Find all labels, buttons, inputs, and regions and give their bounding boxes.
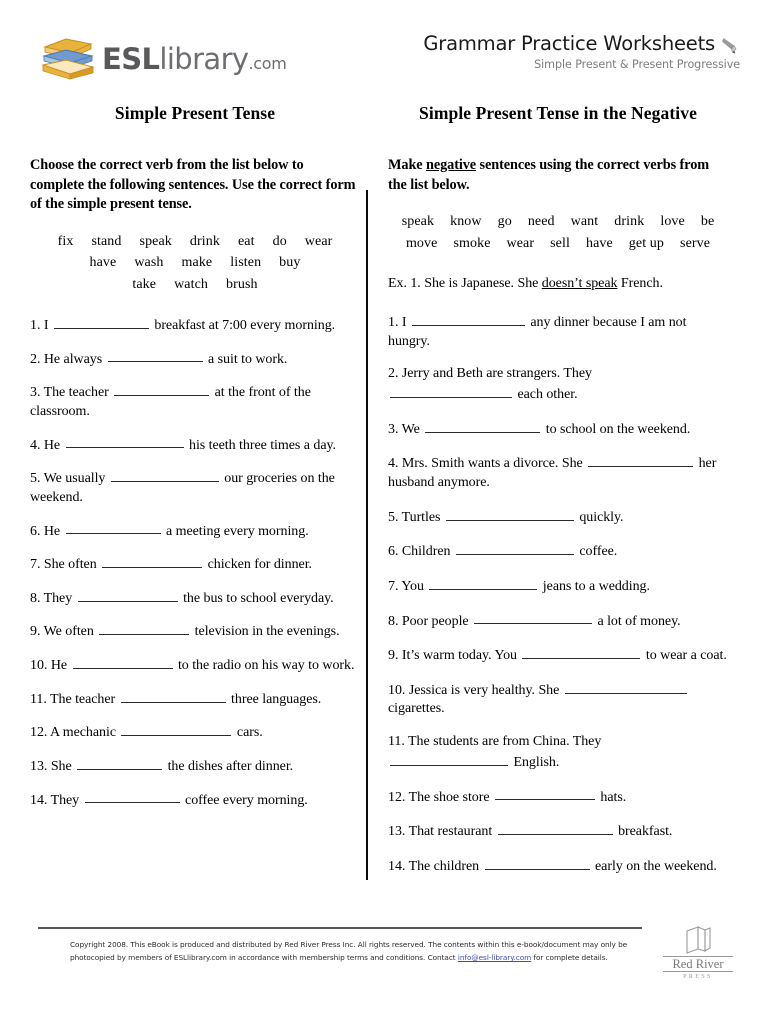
word-bank-item: drink [189,234,220,250]
question-number: 5. [30,471,44,487]
question-item [30,621,360,642]
word-bank-item: stand [91,234,122,250]
example-answer: doesn’t speak [541,275,618,291]
question-number: 2. [30,351,44,367]
question-text-after: any dinner because I am not hungry. [388,314,687,349]
answer-blank[interactable] [102,554,202,568]
word-bank-item: be [700,214,715,230]
question-item [30,756,360,777]
question-item [388,645,728,666]
question-item [30,790,360,811]
question-number: 11. [388,734,409,750]
question-item [388,541,728,562]
example-sentence [388,276,728,292]
stacked-books-icon [40,34,96,80]
question-text-after: to school on the weekend. [542,421,691,437]
question-text-before: It’s warm today. You [401,648,521,664]
question-item [30,722,360,743]
footer-divider [38,927,642,929]
word-bank-item: speak [401,214,435,230]
question-text-after: cars. [233,725,263,741]
word-bank-item: smoke [453,235,491,251]
question-number: 12. [30,725,51,741]
question-text-before: We often [43,624,98,640]
question-text-before: The students are from China. They [408,734,602,750]
question-number: 14. [30,792,51,808]
question-item [388,576,728,597]
question-text-before: They [43,590,76,606]
question-text-after: early on the weekend. [591,858,717,874]
right-instructions-post: sentences using the correct verbs from the list below. [388,157,710,193]
question-text-before: He always [43,351,106,367]
question-text-before: She [50,758,76,774]
right-instructions [388,156,728,195]
copyright-line-2: photocopied by members of ESLlibrary.com in accordance with membership terms and conditions. Contact [70,953,458,963]
answer-blank[interactable] [121,722,231,736]
answer-blank[interactable] [412,312,525,326]
question-text-before: He [43,523,64,539]
question-text-before: Jessica is very healthy. She [408,682,563,698]
answer-blank[interactable] [498,821,613,835]
word-bank-item: make [181,255,213,271]
question-text-after: a suit to work. [204,351,288,367]
question-item [388,680,728,719]
question-number: 6. [30,523,44,539]
question-number: 13. [30,758,51,774]
question-number: 10. [30,657,51,673]
question-text-after: a lot of money. [594,613,681,629]
answer-blank[interactable] [54,315,149,329]
brand-wordmark [102,41,287,76]
esl-library-logo[interactable] [40,34,287,80]
question-text-before: I [43,317,52,333]
word-bank-item: drink [614,214,645,230]
question-text-before: Children [401,544,454,560]
word-bank-item: need [527,214,555,230]
question-item [30,435,360,456]
word-bank-item: love [660,214,685,230]
word-bank-item: serve [680,235,711,251]
answer-blank[interactable] [390,752,508,766]
answer-blank[interactable] [522,645,640,659]
question-text-before: We usually [43,471,109,487]
word-bank-item: listen [230,255,262,271]
left-word-bank [30,231,360,295]
word-bank-item: know [450,214,482,230]
word-bank-row [388,233,728,254]
question-text-after: to the radio on his way to work. [174,657,355,673]
question-text-after: chicken for dinner. [204,557,312,573]
question-number: 9. [30,624,44,640]
word-bank-item: sell [550,235,570,251]
question-text-before: Jerry and Beth are strangers. They [401,366,592,382]
question-text-after: English. [510,754,560,770]
question-item [388,787,728,808]
publisher-name: Red River [663,956,733,972]
question-text-after: hats. [596,789,627,805]
word-bank-item: wear [506,235,535,251]
open-book-icon [681,925,715,955]
question-text-before: She often [43,557,101,573]
word-bank-item: watch [174,276,209,292]
answer-blank[interactable] [485,856,590,870]
question-number: 4. [388,456,402,472]
question-item [388,312,728,351]
question-text-after: at the front of the classroom. [30,385,311,419]
question-number: 5. [388,509,402,525]
answer-blank[interactable] [77,756,162,770]
question-text-before: Poor people [401,613,473,629]
question-item [30,468,360,507]
question-text-before: A mechanic [50,725,120,741]
worksheet-subtitle: Simple Present & Present Progressive [534,58,740,71]
question-number: 12. [388,789,409,805]
copyright-line-2-end: for complete details. [531,953,608,963]
question-item [30,315,360,336]
pencil-icon [720,36,740,56]
question-text-before: The children [408,858,483,874]
question-number: 1. [388,314,402,330]
question-item [30,588,360,609]
question-number: 14. [388,858,409,874]
column-divider [366,190,368,880]
answer-blank[interactable] [114,382,209,396]
word-bank-item: take [132,276,157,292]
word-bank-item: want [570,214,599,230]
copyright-notice [70,938,640,965]
question-text-before: Mrs. Smith wants a divorce. She [401,456,587,472]
word-bank-item: eat [237,234,255,250]
answer-blank[interactable] [446,507,574,521]
word-bank-row [30,252,360,273]
answer-blank[interactable] [495,787,595,801]
brand-name-bold: ESL [102,41,160,76]
question-number: 2. [388,366,402,382]
question-number: 3. [388,421,402,437]
question-text-after: coffee every morning. [181,792,308,808]
question-number: 9. [388,648,402,664]
question-text-after: the dishes after dinner. [164,758,294,774]
example-label: Ex. 1. [388,275,421,291]
word-bank-item: do [272,234,287,250]
red-river-press-logo [663,925,733,980]
question-text-before: You [401,578,428,594]
question-text-before: We [401,421,424,437]
answer-blank[interactable] [108,349,203,363]
question-text-after: breakfast. [614,824,673,840]
question-number: 1. [30,317,44,333]
answer-blank[interactable] [474,611,592,625]
question-text-before: That restaurant [408,824,496,840]
question-number: 6. [388,544,402,560]
answer-blank[interactable] [390,384,512,398]
question-text-after: a meeting every morning. [162,523,309,539]
question-text-after: cigarettes. [388,701,445,717]
question-text-after: three languages. [227,691,322,707]
word-bank-item: speak [139,234,172,250]
question-number: 11. [30,691,51,707]
answer-blank[interactable] [121,689,226,703]
example-post: French. [617,275,663,291]
question-number: 3. [30,385,44,401]
question-text-after: each other. [514,386,578,402]
question-item [30,349,360,370]
question-item [388,419,728,440]
answer-blank[interactable] [99,621,189,635]
worksheet-header [423,32,740,71]
word-bank-item: have [89,255,117,271]
question-text-before: Turtles [401,509,444,525]
word-bank-item: move [405,235,438,251]
right-question-list [388,312,728,877]
word-bank-item: have [585,235,613,251]
left-section-title: Simple Present Tense [114,103,276,123]
word-bank-row [388,211,728,232]
word-bank-item: wash [134,255,164,271]
answer-blank[interactable] [456,541,574,555]
right-word-bank [388,211,728,254]
left-question-list [30,315,360,810]
question-item [388,507,728,528]
question-item [30,554,360,575]
question-item [30,382,360,421]
answer-blank[interactable] [565,680,687,694]
left-instructions: Choose the correct verb from the list below to complete the following sentences. Use the correct form of the simple present tense. [30,157,356,213]
answer-blank[interactable] [111,468,219,482]
question-item [30,655,360,676]
question-text-before: He [43,437,64,453]
answer-blank[interactable] [73,655,173,669]
question-number: 7. [388,578,402,594]
answer-blank[interactable] [85,790,180,804]
question-text-after: quickly. [575,509,624,525]
example-pre: She is Japanese. She [420,275,542,291]
left-column [30,103,360,823]
question-text-after: the bus to school everyday. [179,590,334,606]
question-item [388,365,728,404]
question-text-before: He [50,657,71,673]
word-bank-item: buy [279,255,301,271]
answer-blank[interactable] [425,419,540,433]
question-item [30,689,360,710]
right-column [388,103,728,890]
question-text-after: television in the evenings. [191,624,340,640]
question-text-before: I [401,314,410,330]
right-section-title: Simple Present Tense in the Negative [419,103,697,123]
question-number: 4. [30,437,44,453]
answer-blank[interactable] [66,435,184,449]
question-number: 8. [30,590,44,606]
question-item [388,453,728,492]
question-text-after: our groceries on the weekend. [30,471,335,505]
question-text-after: his teeth three times a day. [185,437,336,453]
question-item [388,821,728,842]
question-number: 7. [30,557,44,573]
word-bank-item: get up [628,235,665,251]
question-item [388,611,728,632]
contact-email-link[interactable]: info@esl-library.com [457,953,532,963]
answer-blank[interactable] [78,588,178,602]
question-number: 8. [388,613,402,629]
question-text-after: her husband anymore. [388,456,717,490]
question-text-after: jeans to a wedding. [539,578,650,594]
copyright-line-1: Copyright 2008. This eBook is produced and distributed by Red River Press Inc. All rights reserved. The contents within this e-book/document may only be [70,940,628,949]
right-instructions-pre: Make [388,157,427,173]
question-number: 10. [388,682,409,698]
word-bank-item: go [497,214,512,230]
question-text-after: to wear a coat. [642,648,727,664]
publisher-subtitle: PRESS [683,974,713,981]
word-bank-row [30,274,360,295]
word-bank-item: brush [226,276,258,292]
question-text-before: They [50,792,83,808]
question-text-before: The teacher [43,385,113,401]
brand-name-light: library [159,41,249,76]
question-text-before: The shoe store [408,789,493,805]
page-header [40,32,740,90]
question-text-after: coffee. [575,544,618,560]
answer-blank[interactable] [429,576,537,590]
brand-tld: .com [248,53,287,73]
right-instructions-emphasis: negative [426,157,477,173]
question-number: 13. [388,824,409,840]
question-item [30,521,360,542]
word-bank-row [30,231,360,252]
question-item [388,733,728,772]
word-bank-item: fix [57,234,74,250]
worksheet-title-row [423,32,740,55]
question-text-before: The teacher [50,691,119,707]
question-item [388,856,728,877]
worksheet-title: Grammar Practice Worksheets [423,32,715,55]
answer-blank[interactable] [66,521,161,535]
word-bank-item: wear [304,234,333,250]
question-text-after: breakfast at 7:00 every morning. [150,317,336,333]
answer-blank[interactable] [588,453,693,467]
